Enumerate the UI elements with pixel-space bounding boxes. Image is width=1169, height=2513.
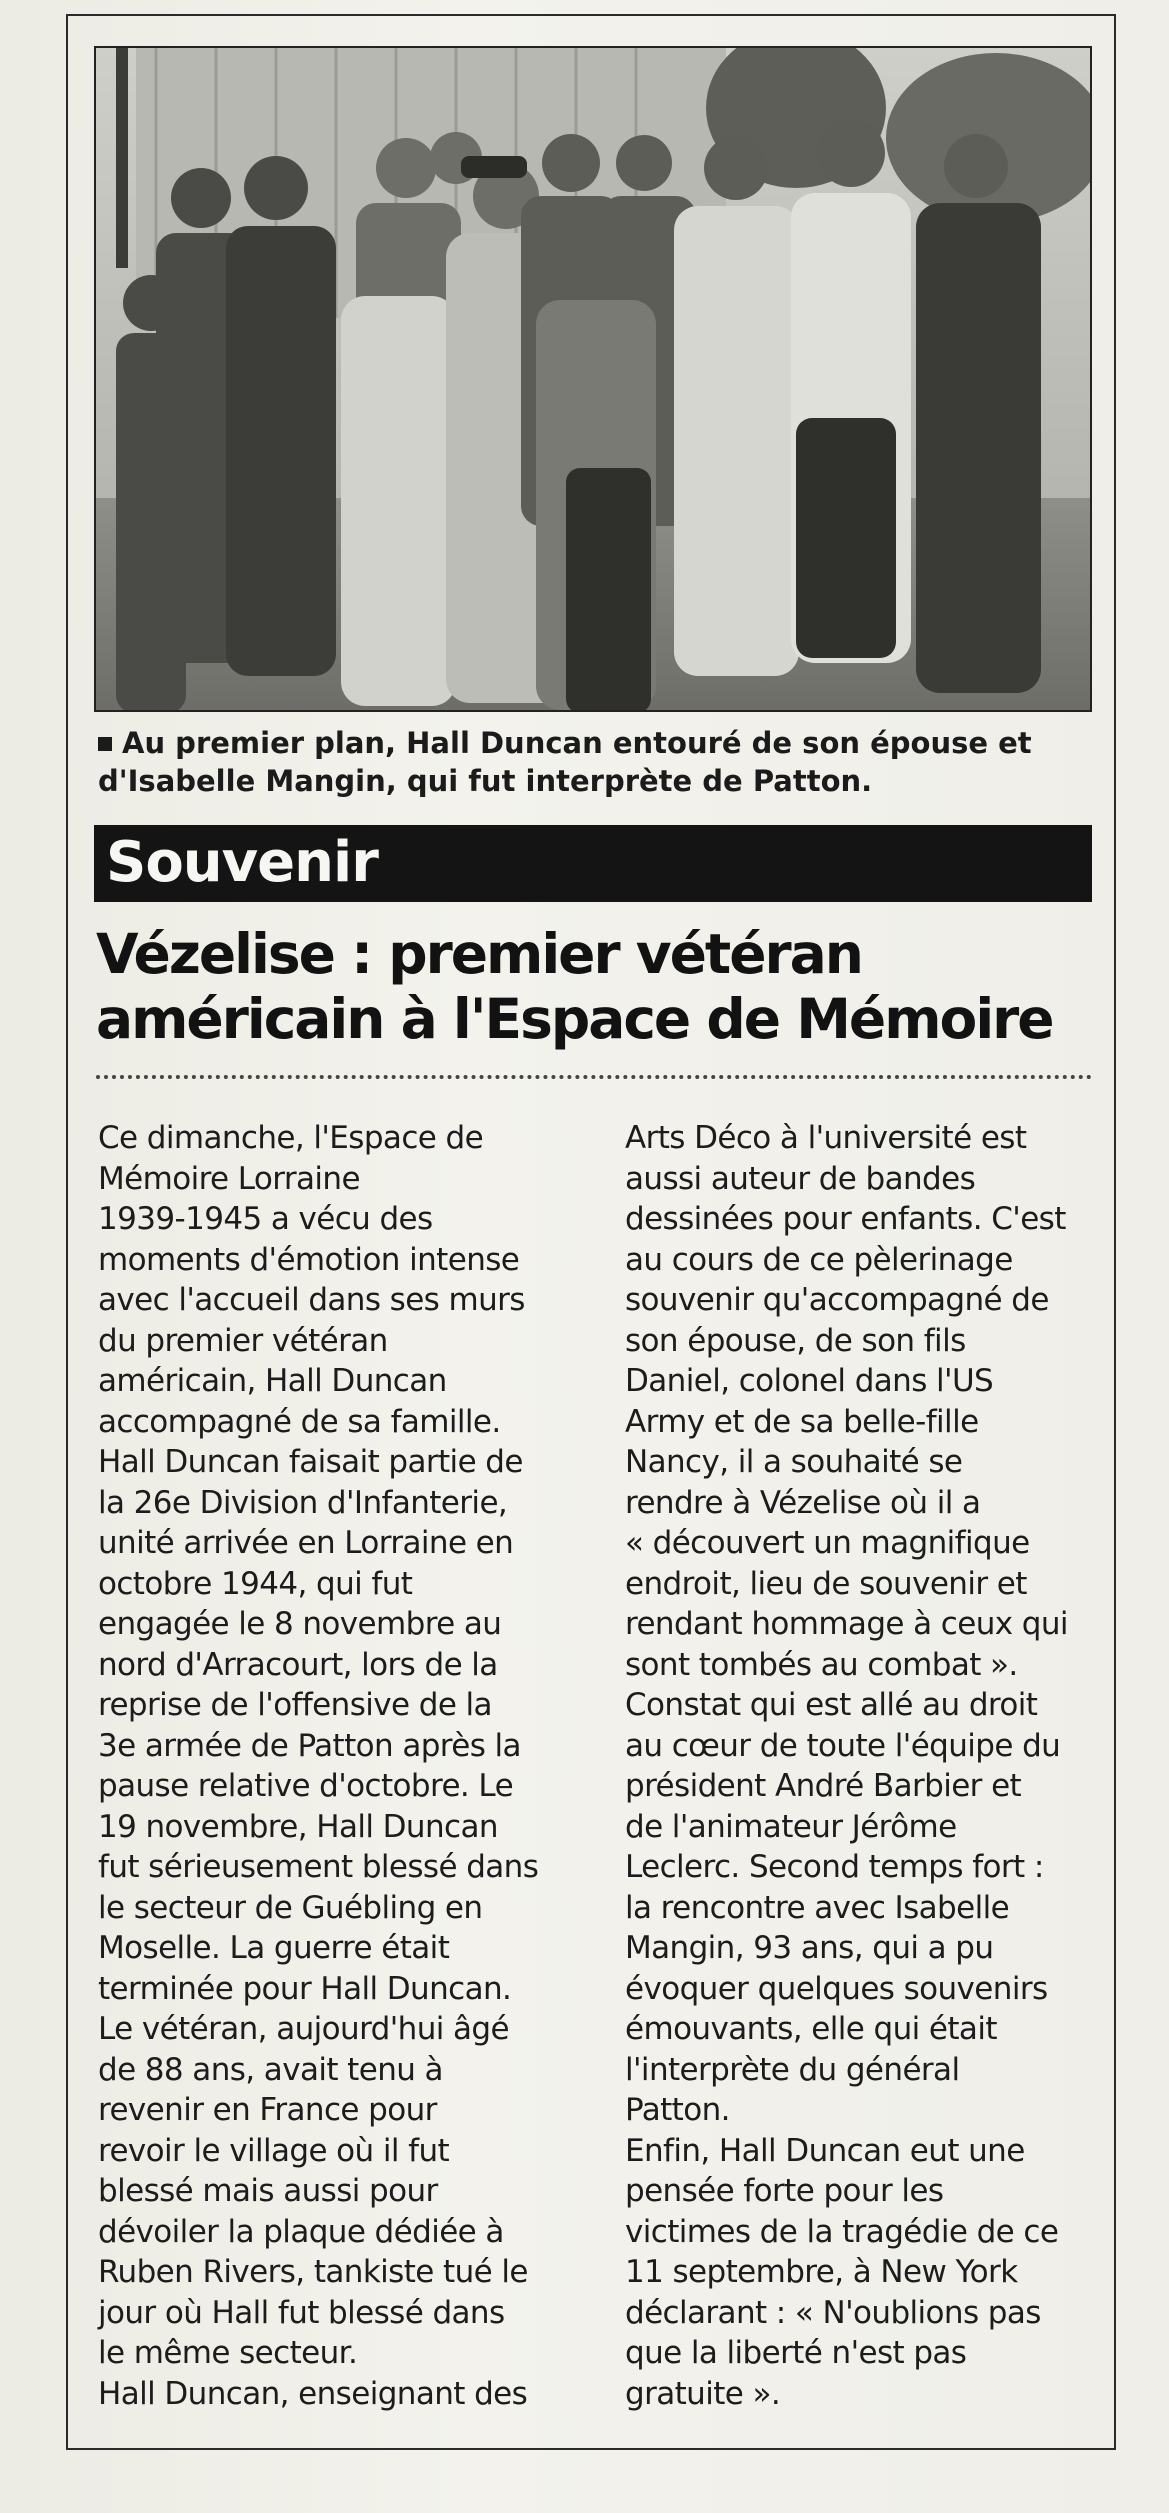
column-2-line: sont tombés au combat ». xyxy=(625,1646,1018,1683)
column-1-line: avec l'accueil dans ses murs xyxy=(98,1282,525,1318)
column-2-line: évoquer quelques souvenirs xyxy=(625,1970,1048,2007)
column-1-line: accompagné de sa famille. xyxy=(98,1403,501,1440)
column-2-line: rendre à Vézelise où il a xyxy=(625,1484,981,1521)
column-2-line: Leclerc. Second temps fort : xyxy=(625,1849,1044,1885)
column-2-line: au cours de ce pèlerinage xyxy=(625,1241,1013,1278)
section-kicker: Souvenir xyxy=(106,830,378,895)
column-2-line: souvenir qu'accompagné de xyxy=(625,1282,1049,1318)
column-2-line: émouvants, elle qui était xyxy=(625,2011,997,2047)
article-column-1 xyxy=(98,1118,598,2414)
section-kicker-bar xyxy=(94,825,1092,902)
column-2-line: dessinées pour enfants. C'est xyxy=(625,1201,1066,1237)
column-2-line: son épouse, de son fils xyxy=(625,1322,966,1359)
column-1-line: jour où Hall fut blessé dans xyxy=(98,2294,505,2331)
column-2-line: 11 septembre, à New York xyxy=(625,2254,1018,2290)
column-1-line: Ce dimanche, l'Espace de xyxy=(98,1120,484,1156)
column-2-line: victimes de la tragédie de ce xyxy=(625,2213,1059,2250)
column-2-line: rendant hommage à ceux qui xyxy=(625,1606,1068,1642)
column-1-line: reprise de l'offensive de la xyxy=(98,1687,492,1723)
column-1-line: moments d'émotion intense xyxy=(98,1241,520,1278)
column-1-line: 1939-1945 a vécu des xyxy=(98,1201,433,1237)
caption-line-1 xyxy=(98,724,1088,762)
column-2-line: Mangin, 93 ans, qui a pu xyxy=(625,1930,994,1966)
column-1-line: américain, Hall Duncan xyxy=(98,1363,447,1399)
column-1-line: du premier vétéran xyxy=(98,1322,388,1359)
column-2-line: gratuite ». xyxy=(625,2375,781,2412)
column-1-line: terminée pour Hall Duncan. xyxy=(98,1970,512,2007)
column-2-line: Nancy, il a souhaité se xyxy=(625,1444,963,1480)
caption-bullet-icon xyxy=(98,737,112,751)
column-1-line: Le vétéran, aujourd'hui âgé xyxy=(98,2011,509,2047)
column-2-line: endroit, lieu de souvenir et xyxy=(625,1565,1027,1602)
column-1-line: Hall Duncan faisait partie de xyxy=(98,1444,523,1480)
column-1-line: engagée le 8 novembre au xyxy=(98,1606,502,1642)
column-2-line: Patton. xyxy=(625,2092,730,2128)
column-2-line: que la liberté n'est pas xyxy=(625,2335,967,2371)
column-2-line: l'interprète du général xyxy=(625,2051,960,2088)
column-1-line: la 26e Division d'Infanterie, xyxy=(98,1484,508,1521)
column-1-line: dévoiler la plaque dédiée à xyxy=(98,2213,504,2250)
column-2-line: « découvert un magnifique xyxy=(625,1525,1030,1561)
column-1-line: le secteur de Guébling en xyxy=(98,1889,483,1926)
column-2-line: pensée forte pour les xyxy=(625,2173,944,2209)
column-1-line: Moselle. La guerre était xyxy=(98,1930,450,1966)
column-1-line: 19 novembre, Hall Duncan xyxy=(98,1808,498,1845)
column-1-line: pause relative d'octobre. Le xyxy=(98,1768,514,1804)
column-2-line: déclarant : « N'oublions pas xyxy=(625,2294,1041,2331)
column-1-line: revenir en France pour xyxy=(98,2092,437,2128)
column-1-line: le même secteur. xyxy=(98,2335,358,2371)
column-2-line: Daniel, colonel dans l'US xyxy=(625,1363,994,1399)
column-2-line: de l'animateur Jérôme xyxy=(625,1808,957,1845)
photo-caption xyxy=(98,724,1088,800)
column-1-line: nord d'Arracourt, lors de la xyxy=(98,1646,498,1683)
group-photo-image xyxy=(96,48,1092,712)
column-2-line: Arts Déco à l'université est xyxy=(625,1120,1027,1156)
column-2-line: Constat qui est allé au droit xyxy=(625,1687,1038,1723)
headline-line-1: Vézelise : premier vétéran xyxy=(96,922,862,986)
column-1-line: Hall Duncan, enseignant des xyxy=(98,2375,528,2412)
column-1-line: revoir le village où il fut xyxy=(98,2132,450,2169)
column-2-line: aussi auteur de bandes xyxy=(625,1160,976,1197)
column-1-line: Mémoire Lorraine xyxy=(98,1160,360,1197)
column-2-line: Enfin, Hall Duncan eut une xyxy=(625,2132,1025,2169)
column-2-line: au cœur de toute l'équipe du xyxy=(625,1727,1061,1764)
column-2-line: président André Barbier et xyxy=(625,1768,1022,1804)
column-1-line: octobre 1944, qui fut xyxy=(98,1565,413,1602)
column-1-line: blessé mais aussi pour xyxy=(98,2173,438,2209)
column-1-line: Ruben Rivers, tankiste tué le xyxy=(98,2254,528,2290)
column-1-line: de 88 ans, avait tenu à xyxy=(98,2051,443,2088)
caption-line-1-text: Au premier plan, Hall Duncan entouré de son épouse et xyxy=(122,726,1032,760)
column-1-line: fut sérieusement blessé dans xyxy=(98,1849,539,1885)
article-column-2 xyxy=(625,1118,1125,2414)
column-1-line: unité arrivée en Lorraine en xyxy=(98,1525,514,1561)
column-2-line: Army et de sa belle-fille xyxy=(625,1403,979,1440)
headline-line-2: américain à l'Espace de Mémoire xyxy=(96,987,1053,1051)
column-2-line: la rencontre avec Isabelle xyxy=(625,1889,1010,1926)
column-1-line: 3e armée de Patton après la xyxy=(98,1727,521,1764)
article-headline xyxy=(96,922,1096,1052)
caption-line-2: d'Isabelle Mangin, qui fut interprète de Patton. xyxy=(98,764,873,798)
dotted-divider xyxy=(96,1075,1092,1079)
group-photo xyxy=(94,46,1092,712)
